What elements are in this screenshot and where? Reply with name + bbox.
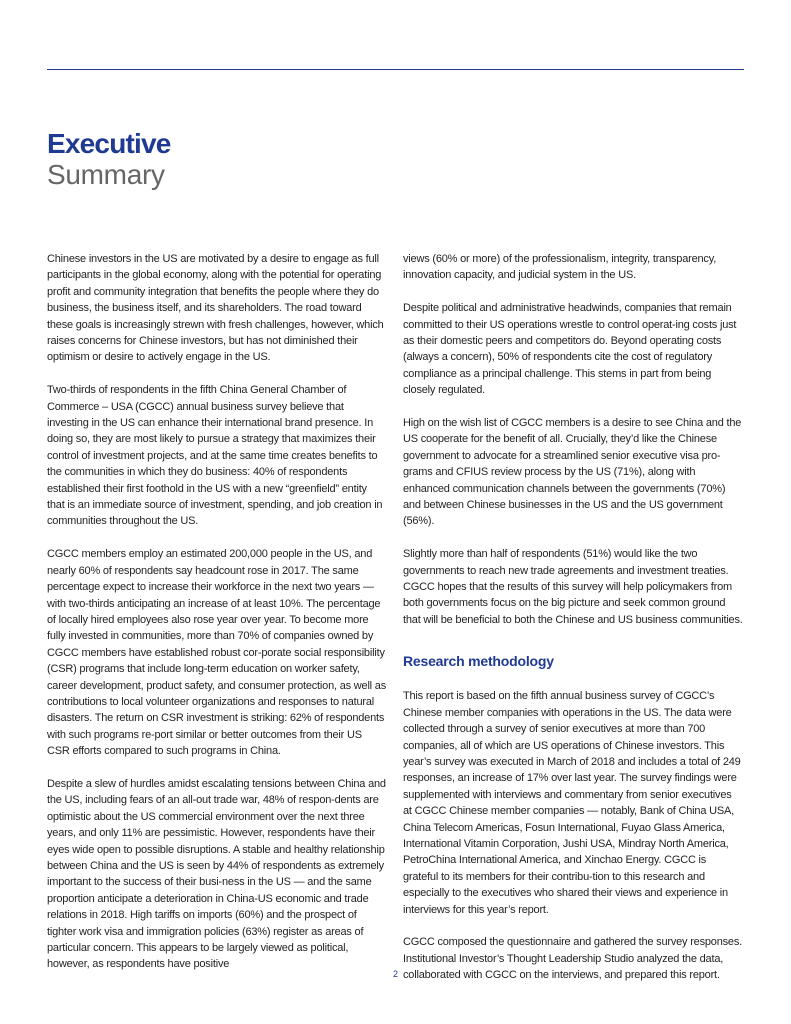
paragraph: CGCC composed the questionnaire and gathered the survey responses. Institutional Investor’s Thought Leadership Studio analyzed the data, collaborated with CGCC on the interviews, and prepared this report.: [403, 936, 743, 982]
title-executive: Executive: [47, 128, 171, 159]
paragraph: This report is based on the fifth annual business survey of CGCC’s Chinese member companies with operations in the US. The data were collected through a survey of senior executives at more than 700 companies, all of which are US operations of Chinese investors. This year’s survey was executed in March of 2018 and includes a total of 249 responses, an increase of 17% over last year. The survey findings were supplemented with interviews and commentary from senior executives at CGCC Chinese member companies — notably, Bank of China USA, China Telecom Americas, Fosun International, Fuyao Glass America, International Vitamin Corporation, Jushi USA, Mindray North America, PetroChina International America, and Xinchao Energy. CGCC is grateful to its members for their contribu-tion to this research and especially to the executives who shared their views and experience in interviews for this year’s report.: [403, 690, 741, 916]
right-column: [403, 251, 743, 1000]
page-title: [47, 128, 171, 190]
paragraph: Despite a slew of hurdles amidst escalating tensions between China and the US, including fears of an all-out trade war, 48% of respon-dents are optimistic about the US commercial environment over the next three years, and only 11% are pessimistic. However, respondents have their eyes wide open to possible disruptions. A stable and healthy relationship between China and the US is seen by 44% of respondents as extremely important to the success of their busi-ness in the US — and the same proportion anticipate a deterioration in China-US economic and trade relations in 2018. High tariffs on imports (60%) and the prospect of tighter work visa and immigration policies (63%) register as areas of particular concern. This appears to be largely viewed as political, however, as respondents have positive: [47, 777, 386, 971]
left-column: [47, 251, 387, 989]
header-rule: [47, 69, 744, 70]
paragraph: views (60% or more) of the professionalism, integrity, transparency, innovation capacity, and judicial system in the US.: [403, 253, 717, 282]
paragraph: Despite political and administrative headwinds, companies that remain committed to their US operations wrestle to control operat-ing costs just as their domestic peers and competitors do. Beyond operating costs (always a concern), 50% of respondents cite the cost of regulatory compliance as a principal challenge. This stems in part from being closely regulated.: [403, 302, 737, 397]
paragraph: Chinese investors in the US are motivated by a desire to engage as full participants in the global economy, along with the potential for operating profit and community integration that benefits the people where they do business, the business itself, and its shareholders. The road toward these goals is increasingly strewn with fresh challenges, however, which raises concerns for Chinese investors, but has not diminished their optimism or desire to actively engage in the US.: [47, 253, 384, 364]
paragraph: High on the wish list of CGCC members is a desire to see China and the US cooperate for the benefit of all. Crucially, they’d like the Chinese government to advocate for a streamlined senior executive visa pro-grams and CFIUS review process by the US (71%), along with enhanced communication channels between the governments (70%) and between Chinese businesses in the US and the US government (56%).: [403, 417, 742, 528]
page-number: 2: [392, 969, 398, 979]
paragraph: Two-thirds of respondents in the fifth China General Chamber of Commerce – USA (CGCC) annual business survey believe that investing in the US can enhance their international brand presence. In doing so, they are most likely to pursue a strategy that maximizes their control of investment projects, and at the same time creates benefits to the communities in which they do business: 40% of respondents established their first foothold in the US with a new “greenfield” entity that is an immediate source of investment, spending, and job creation in communities throughout the US.: [47, 384, 383, 528]
paragraph: CGCC members employ an estimated 200,000 people in the US, and nearly 60% of respondents say headcount rose in 2017. The same percentage expect to increase their workforce in the next two years — with two-thirds anticipating an increase of at least 10%. The percentage of locally hired employees also rose year over year. To become more fully invested in communities, more than 70% of companies owned by CGCC members have established robust cor-porate social responsibility (CSR) programs that include long-term education on worker safety, career development, product safety, and consumer protection, as well as contributions to local volunteer organizations and responses to natural disasters. The return on CSR investment is striking: 62% of respondents with such programs re-port similar or better outcomes from their US CSR efforts compared to such programs in China.: [47, 548, 387, 758]
paragraph: Slightly more than half of respondents (51%) would like the two governments to reach new trade agreements and investment treaties. CGCC hopes that the results of this survey will help policymakers from both governments focus on the big picture and seek common ground that will be beneficial to both the Chinese and US business communities.: [403, 548, 743, 626]
research-methodology-heading: Research methodology: [403, 653, 554, 670]
title-summary: Summary: [47, 159, 165, 190]
